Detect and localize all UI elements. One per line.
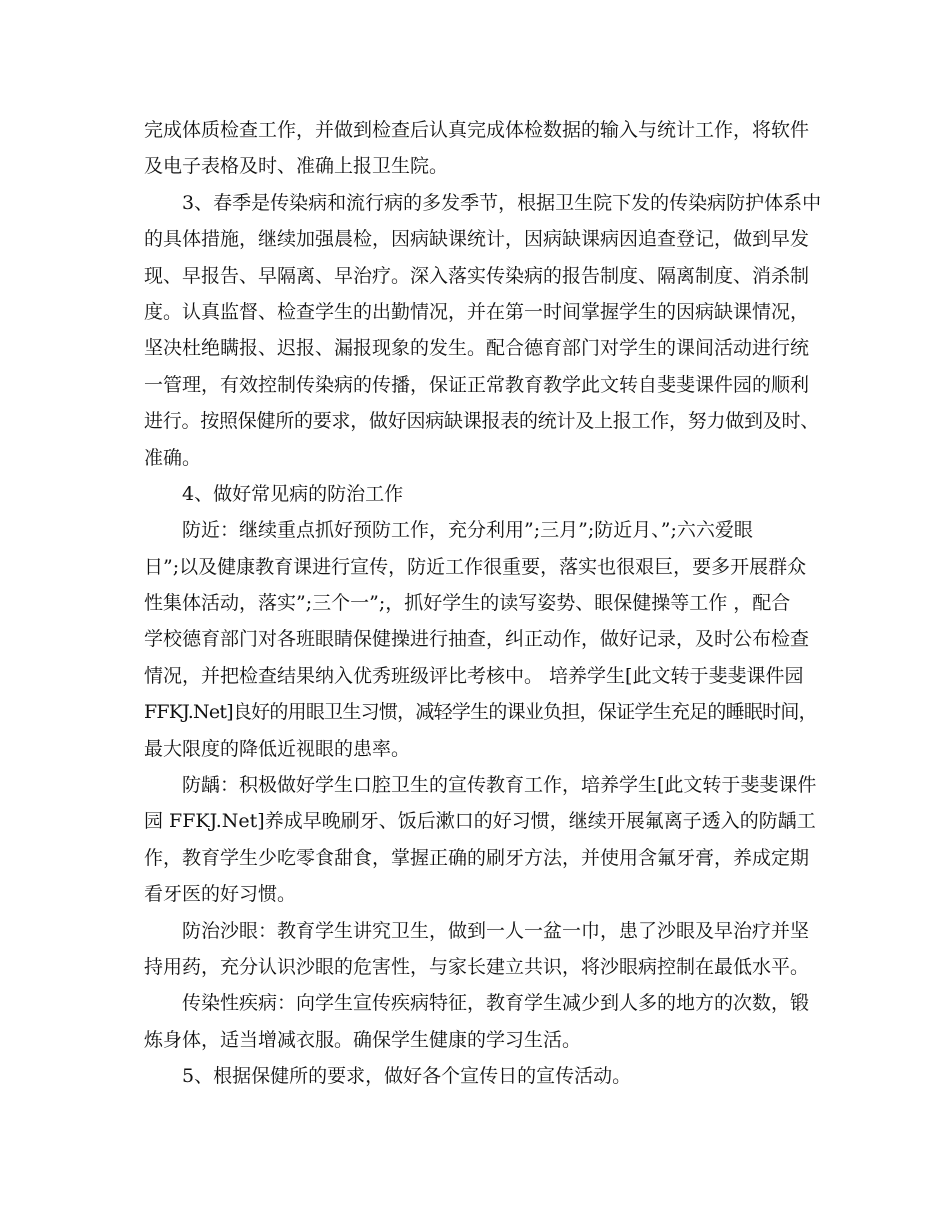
text-line: 日”;以及健康教育课进行宣传，防近工作很重要，落实也很艰巨，要多开展群众 bbox=[144, 555, 807, 578]
body-text bbox=[144, 112, 824, 1095]
text-line: 性集体活动，落实”;三个一”;，抓好学生的读写姿势、眼保健操等工作 ，配合 bbox=[144, 592, 791, 615]
text-line: 进行。按照保健所的要求，做好因病缺课报表的统计及上报工作，努力做到及时、 bbox=[144, 410, 820, 433]
text-line: FFKJ.Net]良好的用眼卫生习惯，减轻学生的课业负担，保证学生充足的睡眠时间， bbox=[144, 701, 817, 724]
text-line: 持用药，充分认识沙眼的危害性，与家长建立共识，将沙眼病控制在最低水平。 bbox=[144, 955, 810, 978]
text-line: 作，教育学生少吃零食甜食，掌握正确的刷牙方法，并使用含氟牙膏，养成定期 bbox=[144, 846, 810, 869]
text-line: 一管理，有效控制传染病的传播，保证正常教育教学此文转自斐斐课件园的顺利 bbox=[144, 373, 810, 396]
paragraph-start-line: 防龋：积极做好学生口腔卫生的宣传教育工作，培养学生[此文转于斐斐课件 bbox=[182, 774, 817, 797]
text-line: 准确。 bbox=[144, 446, 202, 469]
text-line: 度。认真监督、检查学生的出勤情况，并在第一时间掌握学生的因病缺课情况， bbox=[144, 300, 810, 323]
section-heading: 4、做好常见病的防治工作 bbox=[182, 482, 404, 505]
text-line: 园 FFKJ.Net]养成早晚刷牙、饭后漱口的好习惯，继续开展氟离子透入的防龋工 bbox=[144, 810, 816, 833]
text-line: 完成体质检查工作，并做到检查后认真完成体检数据的输入与统计工作，将软件 bbox=[144, 119, 810, 141]
text-line: 及电子表格及时、准确上报卫生院。 bbox=[144, 155, 449, 178]
paragraph-start-line: 防近：继续重点抓好预防工作，充分利用”;三月”;防近月、”;六六爱眼 bbox=[182, 519, 753, 542]
paragraph-start-line: 5、根据保健所的要求，做好各个宣传日的宣传活动。 bbox=[182, 1065, 632, 1088]
text-line: 的具体措施，继续加强晨检，因病缺课统计，因病缺课病因追查登记，做到早发 bbox=[144, 228, 810, 251]
text-line: 看牙医的好习惯。 bbox=[144, 883, 297, 906]
paragraph-start-line: 防治沙眼：教育学生讲究卫生，做到一人一盆一巾，患了沙眼及早治疗并坚 bbox=[182, 919, 810, 942]
paragraph-start-line: 3、春季是传染病和流行病的多发季节，根据卫生院下发的传染病防护体系中 bbox=[182, 191, 822, 214]
text-line: 学校德育部门对各班眼睛保健操进行抽查，纠正动作，做好记录，及时公布检查 bbox=[144, 628, 810, 651]
text-line: 现、早报告、早隔离、早治疗。深入落实传染病的报告制度、隔离制度、消杀制 bbox=[144, 264, 810, 287]
text-line: 最大限度的降低近视眼的患率。 bbox=[144, 737, 411, 760]
text-line: 炼身体，适当增减衣服。确保学生健康的学习生活。 bbox=[144, 1028, 582, 1051]
text-line: 情况，并把检查结果纳入优秀班级评比考核中。 培养学生[此文转于斐斐课件园 bbox=[144, 664, 804, 687]
text-line: 坚决杜绝瞒报、迟报、漏报现象的发生。配合德育部门对学生的课间活动进行统 bbox=[144, 337, 810, 360]
paragraph-start-line: 传染性疾病：向学生宣传疾病特征，教育学生减少到人多的地方的次数，锻 bbox=[182, 992, 810, 1015]
